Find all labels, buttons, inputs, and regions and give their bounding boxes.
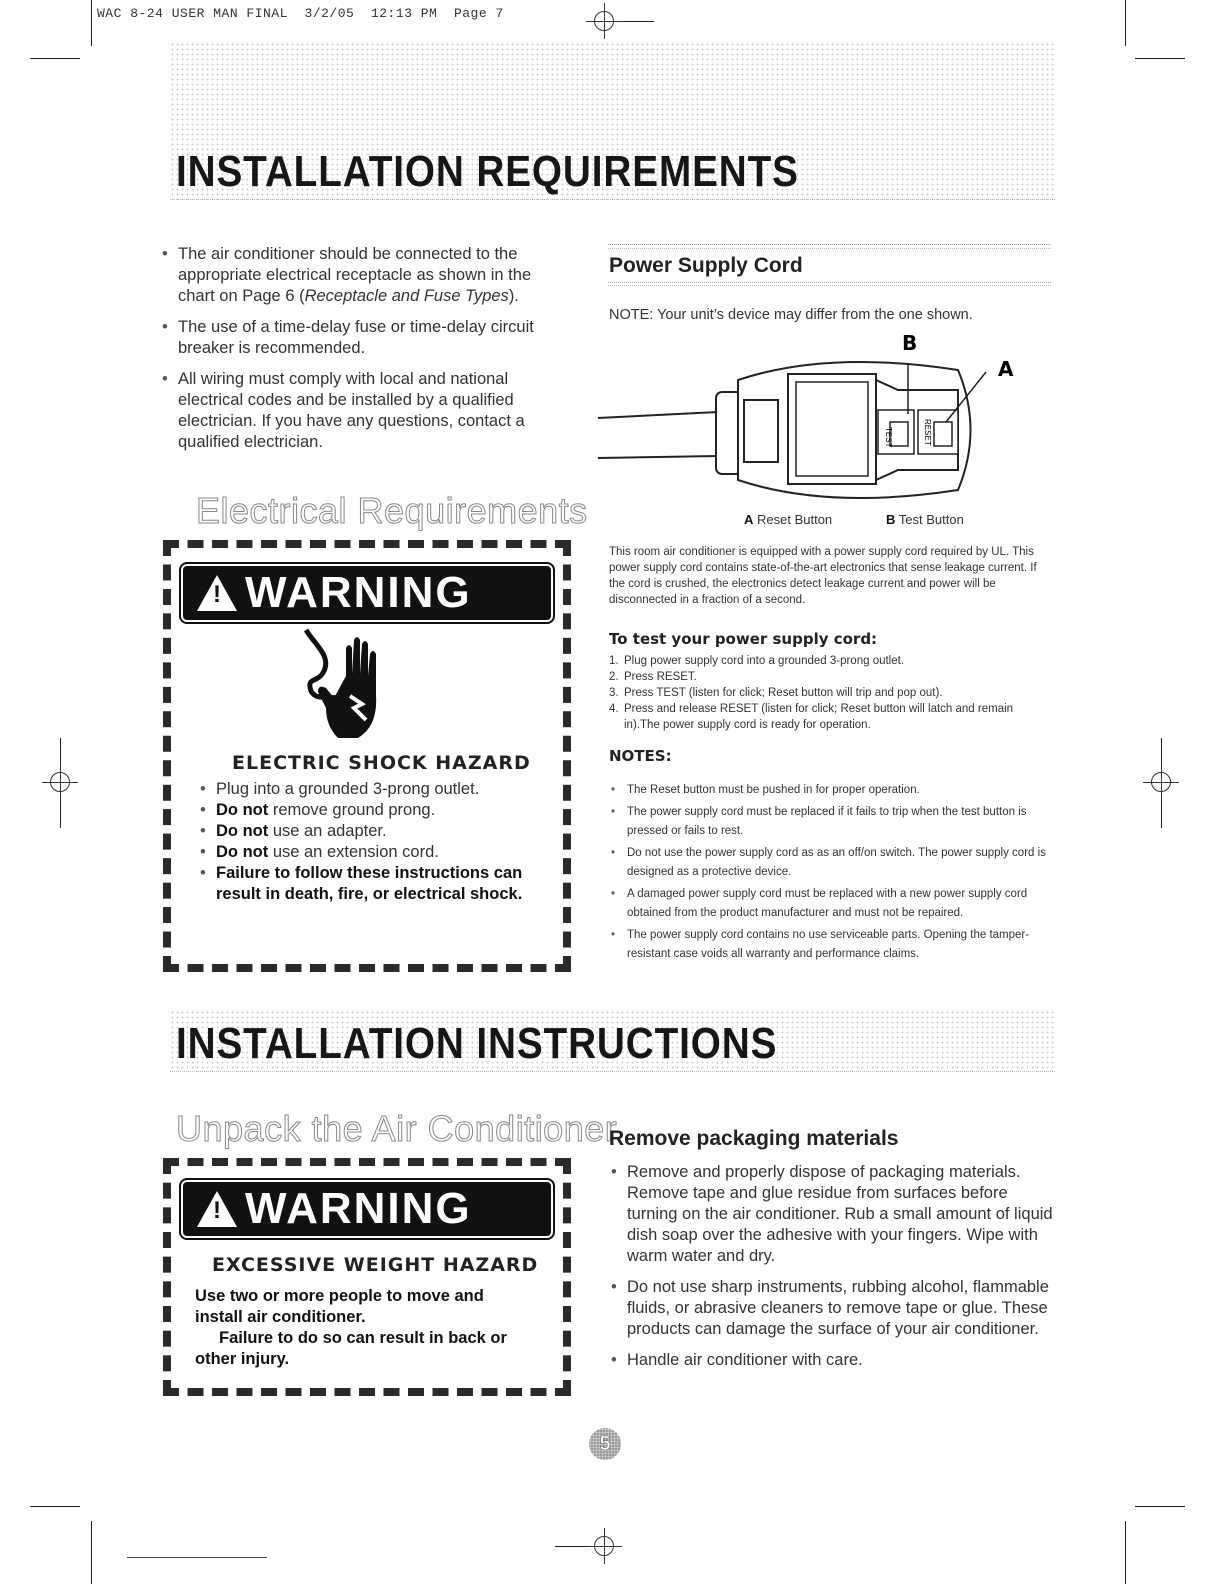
- weight-warning-text: [195, 1286, 535, 1370]
- unpack-heading: Unpack the Air Conditioner: [176, 1108, 618, 1149]
- divider: [127, 1557, 267, 1558]
- label-b: B: [902, 331, 918, 355]
- electric-shock-warning-box: [163, 540, 571, 972]
- caption-reset: A Reset Button: [744, 512, 833, 527]
- list-item: • Do not use an adapter.: [198, 821, 548, 842]
- section-title: INSTALLATION REQUIREMENTS: [176, 147, 799, 196]
- warning-label: WARNING: [245, 568, 472, 617]
- registration-mark: [1143, 764, 1179, 800]
- requirements-list: [160, 244, 570, 463]
- crop-mark: [1161, 738, 1162, 766]
- registration-mark: [586, 3, 622, 39]
- installation-requirements-banner: [170, 42, 1055, 200]
- warning-badge: [181, 564, 553, 622]
- registration-mark: [42, 764, 78, 800]
- warning-badge: [181, 1180, 553, 1238]
- power-cord-description: This room air conditioner is equipped with a power supply cord required by UL. This power supply cord contains state-of-the-art electronics that sense leakage current. If the cord is crushed, the electronics detect leakage current and power will be disconnected in a fraction of a second.: [609, 546, 1037, 606]
- crop-mark: [60, 800, 61, 828]
- list-item: • The power supply cord contains no use serviceable parts. Opening the tamper-resistant case voids all warranty and performance claims.: [609, 926, 1049, 964]
- list-item: • All wiring must comply with local and national electrical codes and be installed by a qualified electrician. If you have any questions, contact a qualified electrician.: [160, 369, 570, 453]
- list-item: • Do not remove ground prong.: [198, 800, 548, 821]
- list-item: 3. Press TEST (listen for click; Reset button will trip and pop out).: [609, 687, 943, 699]
- weight-warning-line-2: Failure to do so can result in back or other injury.: [195, 1329, 507, 1368]
- list-item: • Do not use an extension cord.: [198, 842, 548, 863]
- crop-mark: [91, 0, 92, 46]
- caption-test: B Test Button: [886, 512, 964, 527]
- crop-mark: [30, 58, 80, 59]
- test-button-label: TEST: [884, 427, 893, 448]
- list-item: • Do not use the power supply cord as as an off/on switch. The power supply cord is designed as a protective device.: [609, 844, 1049, 882]
- warning-triangle-icon: !: [197, 575, 237, 611]
- test-steps-list: [609, 653, 1049, 733]
- list-item: • Handle air conditioner with care.: [609, 1350, 1054, 1371]
- power-cord-plug-diagram: [598, 330, 1028, 510]
- warning-label: WARNING: [245, 1184, 472, 1233]
- registration-mark: [586, 1528, 622, 1564]
- crop-mark: [1125, 1521, 1126, 1584]
- notes-list: [609, 781, 1049, 967]
- warning-triangle-icon: !: [197, 1191, 237, 1227]
- weight-warning-line-1: Use two or more people to move and install air conditioner.: [195, 1287, 484, 1326]
- electrical-requirements-heading: Electrical Requirements: [196, 490, 588, 531]
- list-item: 4. Press and release RESET (listen for click; Reset button will latch and remain in).The power supply cord is ready for operation.: [609, 703, 1014, 731]
- list-item: • The air conditioner should be connected to the appropriate electrical receptacle as shown in the chart on Page 6 (Receptacle and Fuse Types).: [160, 244, 570, 307]
- list-item: 1. Plug power supply cord into a grounded 3-prong outlet.: [609, 655, 905, 667]
- list-item: • Failure to follow these instructions can result in death, fire, or electrical shock.: [198, 863, 548, 905]
- divider: [608, 244, 1051, 249]
- reset-button-label: RESET: [923, 419, 932, 446]
- list-item: • The Reset button must be pushed in for proper operation.: [609, 781, 1049, 800]
- crop-mark: [1135, 1506, 1185, 1507]
- power-supply-cord-title: Power Supply Cord: [609, 254, 803, 277]
- list-item: 2. Press RESET.: [609, 671, 697, 683]
- hazard-title: EXCESSIVE WEIGHT HAZARD: [212, 1254, 539, 1276]
- remove-packaging-title: Remove packaging materials: [609, 1127, 899, 1150]
- section-title: INSTALLATION INSTRUCTIONS: [176, 1019, 778, 1068]
- installation-instructions-banner: [170, 1010, 1055, 1072]
- crop-mark: [1161, 800, 1162, 828]
- list-item: • Do not use sharp instruments, rubbing alcohol, flammable fluids, or abrasive cleaners to remove tape or glue. These products can damage the surface of your air conditioner.: [609, 1277, 1054, 1340]
- shock-hazard-list: [198, 779, 548, 905]
- crop-mark: [30, 1506, 80, 1507]
- list-item: • Remove and properly dispose of packaging materials. Remove tape and glue residue from surfaces before turning on the air conditioner. Rub a small amount of liquid dish soap over the adhesive with your fingers. Wipe with warm water and dry.: [609, 1162, 1054, 1267]
- print-slug: WAC 8-24 USER MAN FINAL 3/2/05 12:13 PM Page 7: [97, 6, 504, 21]
- list-item: • A damaged power supply cord must be replaced with a new power supply cord obtained from the product manufacturer and must not be repaired.: [609, 885, 1049, 923]
- remove-packaging-list: [609, 1162, 1054, 1381]
- divider: [608, 282, 1051, 286]
- page-number: 5: [589, 1428, 621, 1460]
- crop-mark: [1135, 58, 1185, 59]
- crop-mark: [91, 1521, 92, 1584]
- crop-mark: [622, 21, 654, 22]
- hazard-title: ELECTRIC SHOCK HAZARD: [232, 752, 531, 774]
- list-item: • The use of a time-delay fuse or time-delay circuit breaker is recommended.: [160, 317, 570, 359]
- list-item: • Plug into a grounded 3-prong outlet.: [198, 779, 548, 800]
- crop-mark: [555, 1546, 587, 1547]
- list-item: • The power supply cord must be replaced if it fails to trip when the test button is pressed or fails to rest.: [609, 803, 1049, 841]
- crop-mark: [1125, 0, 1126, 46]
- notes-heading: NOTES:: [609, 747, 672, 765]
- crop-mark: [60, 738, 61, 766]
- device-note: NOTE: Your unit’s device may differ from the one shown.: [609, 307, 973, 323]
- electric-shock-hand-icon: [286, 626, 416, 746]
- label-a: A: [998, 357, 1014, 381]
- test-cord-heading: To test your power supply cord:: [609, 630, 878, 648]
